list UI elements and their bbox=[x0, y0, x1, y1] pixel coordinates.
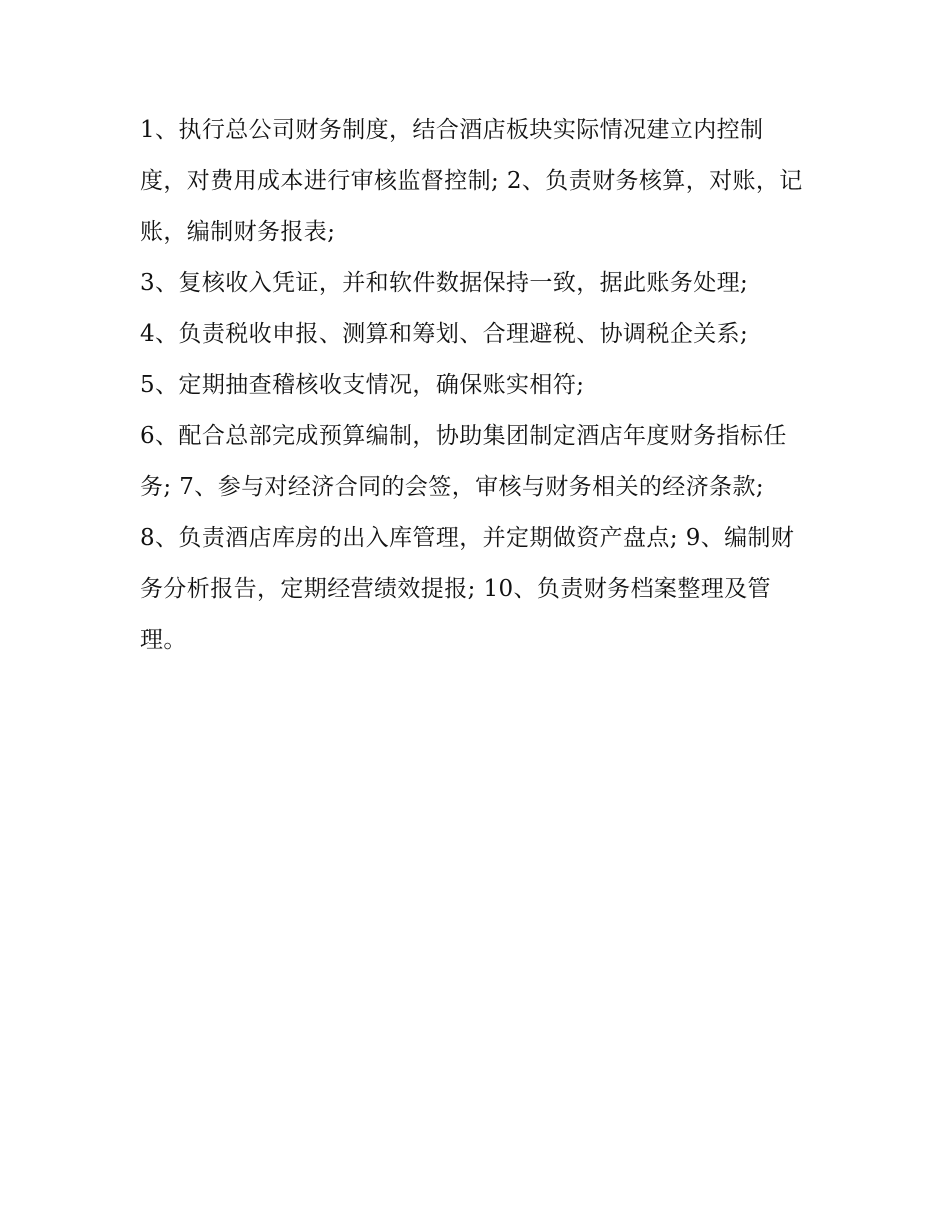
paragraph-6: 8、负责酒店库房的出入库管理，并定期做资产盘点; 9、编制财务分析报告，定期经营绩效提报; 10、负责财务档案整理及管理。 bbox=[140, 525, 795, 653]
document-body bbox=[140, 105, 810, 666]
paragraph-3: 4、负责税收申报、测算和筹划、合理避税、协调税企关系; bbox=[140, 321, 749, 347]
paragraph-4: 5、定期抽查稽核收支情况，确保账实相符; bbox=[140, 372, 585, 398]
paragraph-1: 1、执行总公司财务制度，结合酒店板块实际情况建立内控制度，对费用成本进行审核监督控制; 2、负责财务核算，对账，记账，编制财务报表; bbox=[140, 117, 803, 245]
paragraph-5: 6、配合总部完成预算编制，协助集团制定酒店年度财务指标任务; 7、参与对经济合同的会签，审核与财务相关的经济条款; bbox=[140, 423, 787, 500]
paragraph-2: 3、复核收入凭证，并和软件数据保持一致，据此账务处理; bbox=[140, 270, 749, 296]
